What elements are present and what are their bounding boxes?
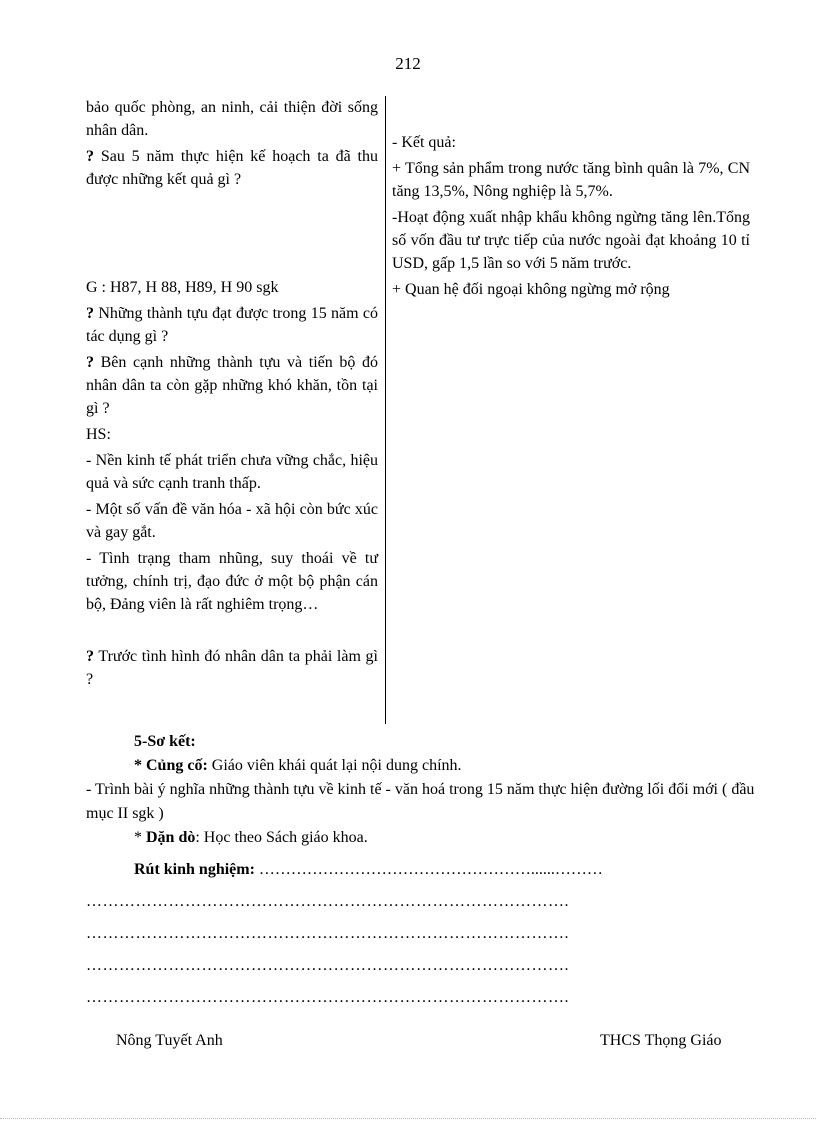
left-column <box>86 96 378 694</box>
result-foreign-relations: + Quan hệ đối ngoại không ngừng mở rộng <box>392 281 670 298</box>
dot-line-3: ……………………………………………………………………………. <box>86 957 569 974</box>
question-3-text: Bên cạnh những thành tựu và tiến bộ đó nhân dân ta còn gặp những khó khăn, tồn tại gì ? <box>86 354 378 417</box>
footer-author: Nông Tuyết Anh <box>116 1032 223 1049</box>
question-mark: ? <box>86 648 94 665</box>
column-divider <box>385 96 386 724</box>
summary-heading: 5-Sơ kết: <box>134 733 196 750</box>
left-paragraph-1: bảo quốc phòng, an ninh, cải thiện đời sống nhân dân. <box>86 99 378 139</box>
question-mark: ? <box>86 148 94 165</box>
question-3 <box>86 351 378 420</box>
dot-line-2: ……………………………………………………………………………. <box>86 925 569 942</box>
result-trade: -Hoạt động xuất nhập khẩu không ngừng tăng lên.Tổng số vốn đầu tư trực tiếp của nước ngoài đạt khoảng 10 tỉ USD, gấp 1,5 lần so với 5 năm trước. <box>392 209 750 272</box>
figure-reference: G : H87, H 88, H89, H 90 sgk <box>86 279 279 296</box>
student-answer-1: - Nền kinh tế phát triển chưa vững chắc, hiệu quả và sức cạnh tranh thấp. <box>86 452 378 492</box>
student-answer-3: - Tình trạng tham nhũng, suy thoái về tư tưởng, chính trị, đạo đức ở một bộ phận cán bộ, Đảng viên là rất nghiêm trọng… <box>86 550 378 613</box>
consolidate-label: * Củng cố: <box>134 757 208 774</box>
experience-dots: ……………………………………………......……… <box>254 861 603 878</box>
question-4 <box>86 645 378 691</box>
experience-line <box>86 858 776 882</box>
homework-prefix: * <box>134 829 146 846</box>
experience-label: Rút kinh nghiệm: <box>134 861 255 878</box>
question-2 <box>86 302 378 348</box>
question-2-text: Những thành tựu đạt được trong 15 năm có tác dụng gì ? <box>86 305 378 345</box>
right-column <box>392 131 750 304</box>
student-label: HS: <box>86 426 111 443</box>
consolidate-line <box>86 754 776 778</box>
question-mark: ? <box>86 354 94 371</box>
task-line: - Trình bài ý nghĩa những thành tựu về kinh tế - văn hoá trong 15 năm thực hiện đường lối đổi mới ( đầu mục II sgk ) <box>86 781 755 822</box>
question-4-text: Trước tình hình đó nhân dân ta phải làm gì ? <box>86 648 378 688</box>
results-heading: - Kết quả: <box>392 134 456 151</box>
question-1 <box>86 145 378 191</box>
student-answer-2: - Một số vấn đề văn hóa - xã hội còn bức xúc và gay gắt. <box>86 501 378 541</box>
question-mark: ? <box>86 305 94 322</box>
summary-section <box>86 730 776 1010</box>
dot-line-1: ……………………………………………………………………………. <box>86 893 569 910</box>
consolidate-text: Giáo viên khái quát lại nội dung chính. <box>207 757 462 774</box>
dot-line-4: ……………………………………………………………………………. <box>86 989 569 1006</box>
footer-school: THCS Thọng Giáo <box>600 1032 722 1049</box>
page-number: 212 <box>395 54 421 73</box>
question-1-text: Sau 5 năm thực hiện kế hoạch ta đã thu được những kết quả gì ? <box>86 148 378 188</box>
spacer <box>86 194 378 276</box>
homework-text: : Học theo Sách giáo khoa. <box>195 829 368 846</box>
homework-line <box>86 826 776 850</box>
page-bottom-border <box>0 1118 816 1119</box>
spacer <box>86 619 378 645</box>
homework-label: Dặn dò <box>146 829 196 846</box>
result-gdp: + Tổng sản phẩm trong nước tăng bình quân là 7%, CN tăng 13,5%, Nông nghiệp là 5,7%. <box>392 160 750 200</box>
